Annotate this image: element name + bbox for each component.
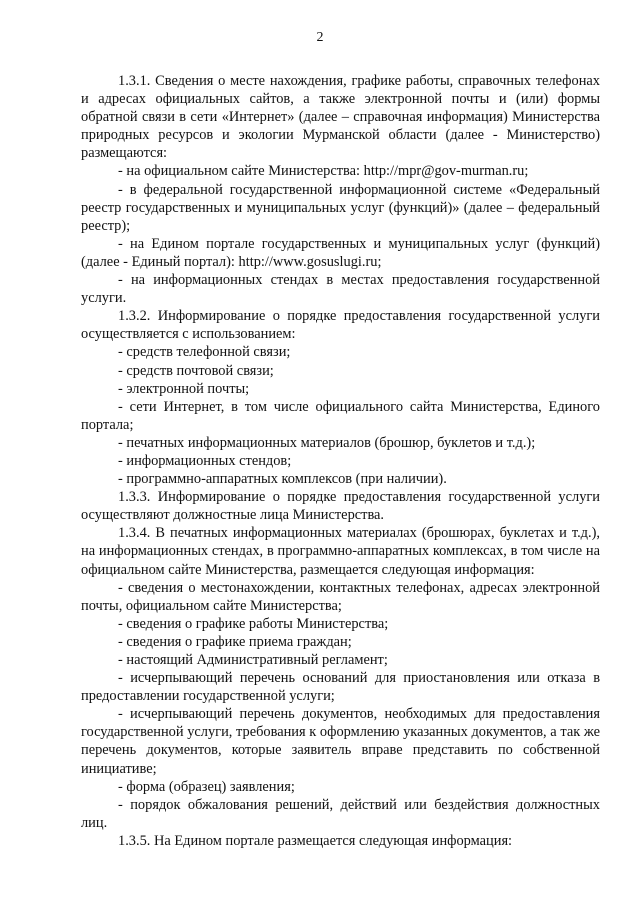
list-item: - исчерпывающий перечень документов, необходимых для предоставления государственной услуги, требования к оформлению указанных документов, а так же перечень документов, которые заявитель вправе представить по собственной инициативе; [81, 706, 600, 777]
list-item: - на официальном сайте Министерства: http://mpr@gov-murman.ru; [118, 163, 529, 180]
list-item: - исчерпывающий перечень оснований для приостановления или отказа в предоставлении государственной услуги; [81, 670, 600, 705]
list-item: - средств почтовой связи; [118, 362, 274, 379]
list-item: - информационных стендов; [118, 452, 292, 469]
list-item: - форма (образец) заявления; [118, 778, 295, 795]
paragraph-1-3-4: 1.3.4. В печатных информационных материалах (брошюрах, буклетах и т.д.), на информационных стендах, в программно-аппаратных комплексах, в том числе на официальном сайте Министерства, размещается следующая информация: [81, 525, 600, 578]
paragraph-1-3-1: 1.3.1. Сведения о месте нахождения, графике работы, справочных телефонах и адресах официальных сайтов, а также электронной почты и (или) формы обратной связи в сети «Интернет» (далее – справочная информация) Министерства природных ресурсов и экологии Мурманской области (далее - Министерство) размещаются: [81, 73, 600, 162]
list-item: - электронной почты; [118, 380, 250, 397]
list-item: - средств телефонной связи; [118, 344, 291, 361]
paragraph-1-3-2: 1.3.2. Информирование о порядке предоставления государственной услуги осуществляется с использованием: [81, 308, 600, 343]
list-item: - на информационных стендах в местах предоставления государственной услуги. [81, 272, 600, 307]
list-item: - сведения о местонахождении, контактных телефонах, адресах электронной почты, официальном сайте Министерства; [81, 579, 600, 614]
list-item: - сети Интернет, в том числе официального сайта Министерства, Единого портала; [81, 398, 600, 433]
list-item: - в федеральной государственной информационной системе «Федеральный реестр государственных и муниципальных услуг (функций)» (далее – федеральный реестр); [81, 181, 600, 234]
list-item: - программно-аппаратных комплексов (при наличии). [118, 471, 447, 488]
list-item: - порядок обжалования решений, действий или бездействия должностных лиц. [81, 796, 600, 831]
document-body [81, 72, 600, 850]
list-item: - сведения о графике приема граждан; [118, 633, 352, 650]
list-item: - настоящий Административный регламент; [118, 652, 388, 668]
list-item: - печатных информационных материалов (брошюр, буклетов и т.д.); [118, 434, 536, 451]
list-item: - на Едином портале государственных и муниципальных услуг (функций) (далее - Единый портал): http://www.gosuslugi.ru; [81, 235, 600, 270]
paragraph-1-3-3: 1.3.3. Информирование о порядке предоставления государственной услуги осуществляют должностные лица Министерства. [81, 489, 600, 524]
paragraph-1-3-5: 1.3.5. На Едином портале размещается следующая информация: [118, 832, 513, 849]
page-number: 2 [316, 30, 324, 45]
list-item: - сведения о графике работы Министерства; [118, 615, 389, 632]
